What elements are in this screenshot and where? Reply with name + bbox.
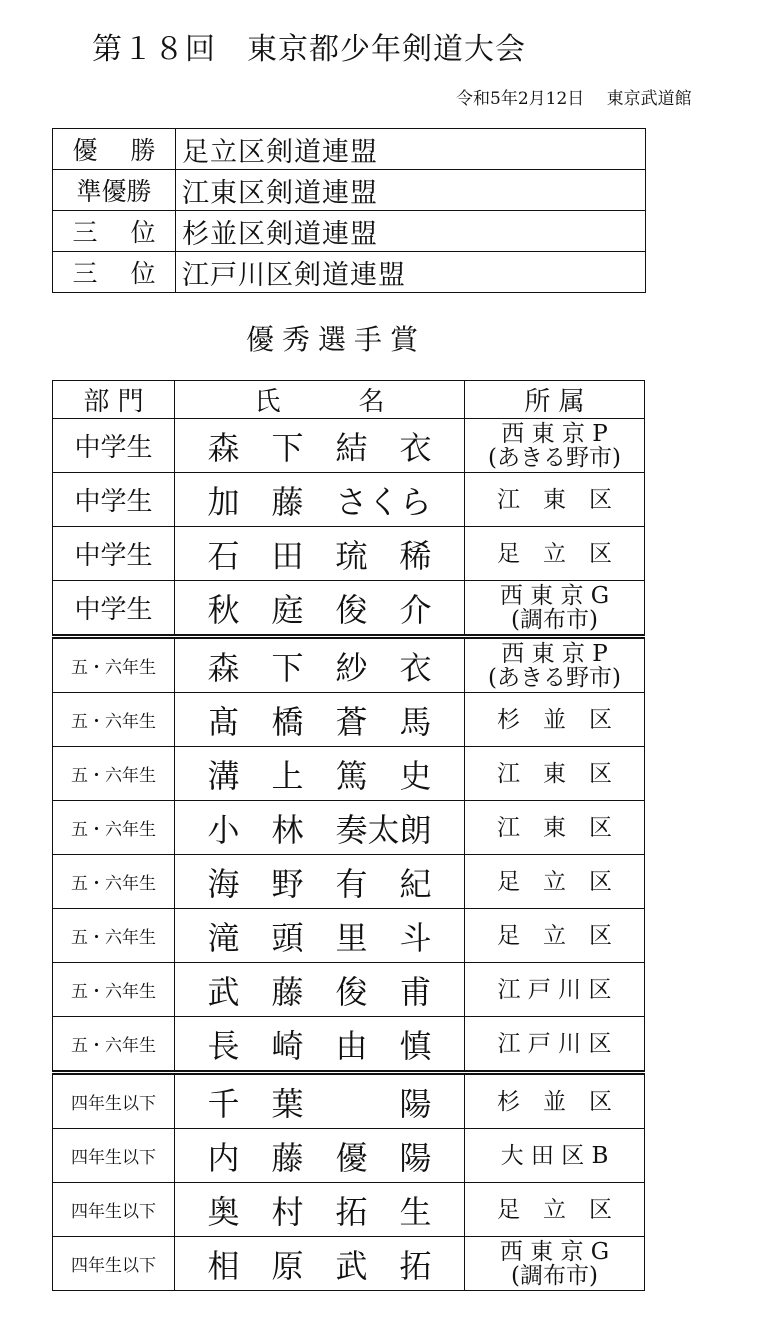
affiliation-cell: 足 立 区 bbox=[465, 527, 645, 581]
result-row bbox=[53, 170, 646, 211]
player-name-cell: 奥 村 拓 生 bbox=[175, 1183, 465, 1237]
division-cell: 五・六年生 bbox=[53, 637, 175, 693]
division-cell: 五・六年生 bbox=[53, 801, 175, 855]
affiliation-cell: 江 戸 川 区 bbox=[465, 1017, 645, 1073]
player-name-cell: 滝 頭 里 斗 bbox=[175, 909, 465, 963]
table-row bbox=[53, 473, 645, 527]
player-name-cell: 千 葉 陽 bbox=[175, 1073, 465, 1129]
player-name-cell: 溝 上 篤 史 bbox=[175, 747, 465, 801]
affiliation-cell: 足 立 区 bbox=[465, 855, 645, 909]
affiliation-cell: 西 東 京 P (あきる野市) bbox=[465, 419, 645, 473]
table-row bbox=[53, 1237, 645, 1291]
table-row bbox=[53, 693, 645, 747]
affiliation-cell: 江 東 区 bbox=[465, 747, 645, 801]
column-header-affiliation: 所 属 bbox=[465, 381, 645, 419]
player-name-cell: 加 藤 さくら bbox=[175, 473, 465, 527]
team-name: 足立区剣道連盟 bbox=[176, 129, 646, 170]
player-name-cell: 相 原 武 拓 bbox=[175, 1237, 465, 1291]
team-name: 江東区剣道連盟 bbox=[176, 170, 646, 211]
award-section-title: 優秀選手賞 bbox=[246, 323, 427, 356]
column-header-name: 氏 名 bbox=[175, 381, 465, 419]
rank-label: 三 位 bbox=[53, 252, 176, 293]
table-row bbox=[53, 963, 645, 1017]
division-cell: 五・六年生 bbox=[53, 963, 175, 1017]
division-cell: 五・六年生 bbox=[53, 909, 175, 963]
table-row bbox=[53, 855, 645, 909]
date-venue: 令和5年2月12日 東京武道館 bbox=[456, 89, 692, 109]
award-table-body bbox=[53, 419, 645, 1291]
division-cell: 中学生 bbox=[53, 419, 175, 473]
division-cell: 四年生以下 bbox=[53, 1237, 175, 1291]
table-row bbox=[53, 1129, 645, 1183]
affiliation-cell: 西 東 京 P (あきる野市) bbox=[465, 637, 645, 693]
division-cell: 四年生以下 bbox=[53, 1183, 175, 1237]
table-row bbox=[53, 909, 645, 963]
affiliation-cell: 西 東 京 G (調布市) bbox=[465, 581, 645, 637]
column-header-division: 部 門 bbox=[53, 381, 175, 419]
affiliation-cell: 大 田 区 B bbox=[465, 1129, 645, 1183]
division-cell: 五・六年生 bbox=[53, 747, 175, 801]
affiliation-cell: 西 東 京 G (調布市) bbox=[465, 1237, 645, 1291]
affiliation-cell: 足 立 区 bbox=[465, 909, 645, 963]
rank-label: 準優勝 bbox=[53, 170, 176, 211]
player-name-cell: 海 野 有 紀 bbox=[175, 855, 465, 909]
table-row bbox=[53, 419, 645, 473]
affiliation-cell: 江 東 区 bbox=[465, 801, 645, 855]
table-row bbox=[53, 747, 645, 801]
table-row bbox=[53, 1183, 645, 1237]
table-row bbox=[53, 527, 645, 581]
player-name-cell: 石 田 琉 稀 bbox=[175, 527, 465, 581]
outstanding-player-table bbox=[52, 380, 645, 1291]
table-row bbox=[53, 581, 645, 637]
player-name-cell: 森 下 紗 衣 bbox=[175, 637, 465, 693]
results-table bbox=[52, 128, 646, 293]
division-cell: 中学生 bbox=[53, 527, 175, 581]
division-cell: 四年生以下 bbox=[53, 1129, 175, 1183]
player-name-cell: 秋 庭 俊 介 bbox=[175, 581, 465, 637]
player-name-cell: 髙 橋 蒼 馬 bbox=[175, 693, 465, 747]
player-name-cell: 森 下 結 衣 bbox=[175, 419, 465, 473]
affiliation-cell: 杉 並 区 bbox=[465, 1073, 645, 1129]
rank-label: 優 勝 bbox=[53, 129, 176, 170]
affiliation-cell: 足 立 区 bbox=[465, 1183, 645, 1237]
player-name-cell: 内 藤 優 陽 bbox=[175, 1129, 465, 1183]
division-cell: 四年生以下 bbox=[53, 1073, 175, 1129]
division-cell: 五・六年生 bbox=[53, 1017, 175, 1073]
division-cell: 五・六年生 bbox=[53, 855, 175, 909]
team-name: 杉並区剣道連盟 bbox=[176, 211, 646, 252]
division-cell: 五・六年生 bbox=[53, 693, 175, 747]
table-header-row bbox=[53, 381, 645, 419]
document-title: 第１８回 東京都少年剣道大会 bbox=[92, 32, 526, 67]
table-row bbox=[53, 637, 645, 693]
table-row bbox=[53, 801, 645, 855]
player-name-cell: 長 崎 由 慎 bbox=[175, 1017, 465, 1073]
result-row bbox=[53, 129, 646, 170]
division-cell: 中学生 bbox=[53, 581, 175, 637]
player-name-cell: 小 林 奏太朗 bbox=[175, 801, 465, 855]
affiliation-cell: 江 戸 川 区 bbox=[465, 963, 645, 1017]
result-row bbox=[53, 252, 646, 293]
table-row bbox=[53, 1017, 645, 1073]
result-row bbox=[53, 211, 646, 252]
team-name: 江戸川区剣道連盟 bbox=[176, 252, 646, 293]
player-name-cell: 武 藤 俊 甫 bbox=[175, 963, 465, 1017]
division-cell: 中学生 bbox=[53, 473, 175, 527]
affiliation-cell: 杉 並 区 bbox=[465, 693, 645, 747]
table-row bbox=[53, 1073, 645, 1129]
rank-label: 三 位 bbox=[53, 211, 176, 252]
affiliation-cell: 江 東 区 bbox=[465, 473, 645, 527]
